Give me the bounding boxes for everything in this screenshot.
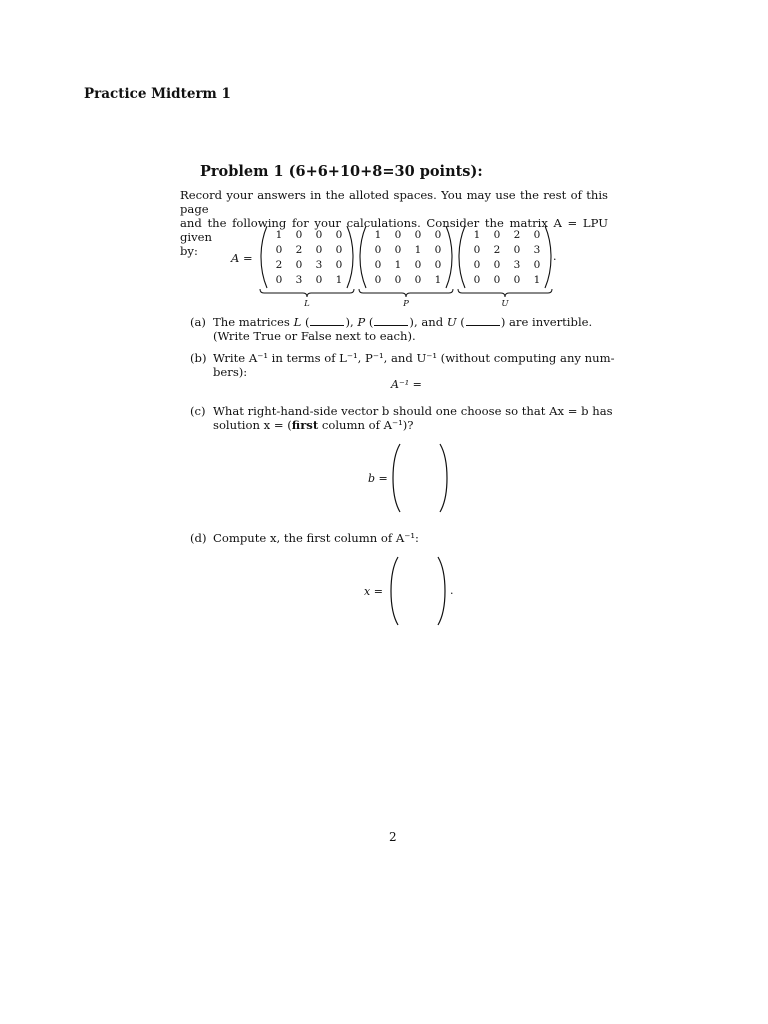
matrix-p-right-paren	[446, 226, 452, 288]
matrix-p-cell: 1	[374, 229, 382, 241]
part-a-sep-1: ),	[345, 315, 358, 329]
matrix-u-cell: 1	[533, 274, 541, 286]
part-b-line-2: bers):	[213, 365, 248, 379]
part-a-sep-2: ), and	[409, 315, 447, 329]
matrix-u-cell: 0	[493, 259, 501, 271]
matrix-p-cell: 1	[414, 244, 422, 256]
answer-vector-b[interactable]	[392, 442, 448, 514]
matrix-u-underbrace	[458, 289, 552, 297]
matrix-l-cell: 0	[335, 229, 343, 241]
matrix-u-cell: 0	[473, 259, 481, 271]
matrix-p-cell: 0	[394, 274, 402, 286]
matrix-u-cell: 0	[533, 229, 541, 241]
matrix-u-cell: 2	[493, 244, 501, 256]
matrix-l-cell: 3	[315, 259, 323, 271]
answer-blank-l[interactable]	[310, 324, 344, 326]
matrix-l-cell: 0	[315, 244, 323, 256]
matrix-u-cell: 0	[473, 244, 481, 256]
matrix-l-cell: 2	[275, 259, 283, 271]
part-b-label: (b)	[190, 351, 207, 365]
matrix-p-underbrace	[359, 289, 453, 297]
matrix-p-cell: 0	[374, 244, 382, 256]
matrix-l-left-paren	[261, 226, 267, 288]
matrix-l-cell: 0	[315, 229, 323, 241]
matrix-p-cell: 0	[394, 244, 402, 256]
matrix-l-cell: 2	[295, 244, 303, 256]
matrix-l-cell: 0	[295, 229, 303, 241]
part-a-matrix-l: L	[293, 315, 302, 329]
matrix-u-cell: 2	[513, 229, 521, 241]
matrix-p-cell: 1	[434, 274, 442, 286]
part-b-equation: A⁻¹ =	[391, 378, 422, 391]
matrix-u-cell: 0	[533, 259, 541, 271]
matrix-p-left-paren	[360, 226, 366, 288]
matrix-p-cell: 0	[414, 229, 422, 241]
matrix-l-cell: 1	[335, 274, 343, 286]
page-header: Practice Midterm 1	[84, 86, 231, 102]
answer-blank-p[interactable]	[374, 324, 408, 326]
matrix-u-cell: 1	[473, 229, 481, 241]
matrix-l-cell: 0	[295, 259, 303, 271]
matrix-u-cell: 0	[513, 244, 521, 256]
matrix-p-cell: 0	[434, 229, 442, 241]
matrix-p-cell: 0	[434, 244, 442, 256]
part-a-matrix-p: P	[357, 315, 366, 329]
matrix-u-cell: 0	[493, 274, 501, 286]
problem-title: Problem 1 (6+6+10+8=30 points):	[200, 163, 483, 180]
matrix-u-cell: 0	[493, 229, 501, 241]
part-c-line-2-bold: first	[291, 418, 319, 432]
matrix-u-cell: 0	[513, 274, 521, 286]
part-a-intro: The matrices	[213, 315, 294, 329]
matrix-u-label: U	[501, 299, 509, 308]
matrix-p-cell: 1	[394, 259, 402, 271]
matrix-l-right-paren	[347, 226, 353, 288]
matrix-l-cell: 1	[275, 229, 283, 241]
matrix-p-cell: 0	[434, 259, 442, 271]
matrix-p-cell: 0	[374, 259, 382, 271]
matrix-lhs: A =	[231, 251, 253, 265]
matrix-l-cell: 0	[335, 244, 343, 256]
matrix-l-label: L	[304, 299, 310, 308]
matrix-p-cell: 0	[374, 274, 382, 286]
part-c-line-2-post: column of A⁻¹)?	[318, 418, 414, 432]
part-c-equation: b =	[368, 472, 388, 485]
matrix-end-period: .	[553, 250, 557, 263]
part-b-line-1: Write A⁻¹ in terms of L⁻¹, P⁻¹, and U⁻¹ (without computing any num-	[213, 351, 615, 365]
part-a-line-1: The matrices L ( ), P ( ), and U ( ) are invertible.	[213, 315, 593, 329]
part-c-line-2	[213, 418, 414, 432]
matrix-l-cell: 0	[335, 259, 343, 271]
matrix-u-left-paren	[459, 226, 465, 288]
answer-blank-u[interactable]	[466, 324, 500, 326]
matrix-l-cell: 3	[295, 274, 303, 286]
matrix-u-cell: 3	[513, 259, 521, 271]
intro-line-3: by:	[180, 244, 198, 258]
part-d-line-1: Compute x, the first column of A⁻¹:	[213, 531, 419, 545]
matrix-l-underbrace	[260, 289, 354, 297]
intro-line-1: Record your answers in the alloted spaces. You may use the rest of this page	[180, 188, 608, 216]
part-a-ending: ) are invertible.	[500, 315, 593, 329]
matrix-p-cell: 0	[414, 259, 422, 271]
answer-vector-x[interactable]	[390, 555, 446, 627]
part-c-label: (c)	[190, 404, 206, 418]
matrix-p-label: P	[403, 299, 409, 308]
part-c-line-1: What right-hand-side vector b should one choose so that Ax = b has	[213, 404, 613, 418]
matrix-product	[257, 226, 562, 308]
intro-line-2: and the following for your calculations. Consider the matrix A = LPU given	[180, 216, 608, 244]
part-a-line-2: (Write True or False next to each).	[213, 329, 416, 343]
matrix-l-cell: 0	[275, 274, 283, 286]
part-a-label: (a)	[190, 315, 206, 329]
matrix-u-cell: 3	[533, 244, 541, 256]
matrix-l-cell: 0	[315, 274, 323, 286]
matrix-l-cell: 0	[275, 244, 283, 256]
part-d-equation: x =	[364, 585, 383, 598]
matrix-p-cell: 0	[394, 229, 402, 241]
matrix-u-cell: 0	[473, 274, 481, 286]
matrix-p-cell: 0	[414, 274, 422, 286]
matrix-u-right-paren	[545, 226, 551, 288]
part-a-matrix-u: U	[446, 315, 457, 329]
page-number: 2	[389, 830, 397, 844]
part-d-label: (d)	[190, 531, 207, 545]
part-c-line-2-pre: solution x = (	[213, 418, 292, 432]
part-d-period: .	[450, 584, 454, 597]
